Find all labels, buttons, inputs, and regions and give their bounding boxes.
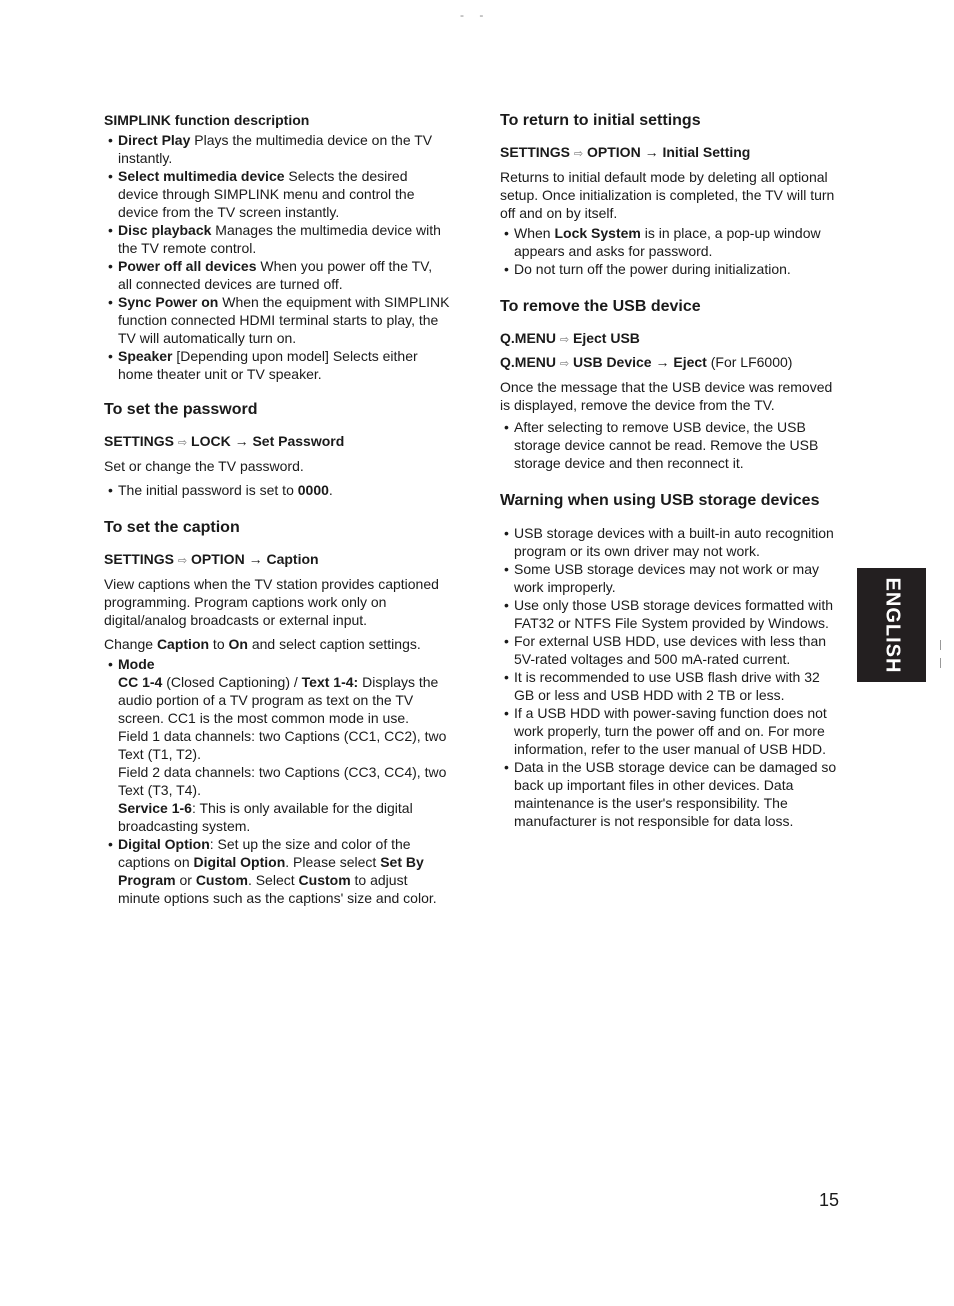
caption-title: To set the caption [104,519,240,536]
caption-menu-path: SETTINGS ⇨ OPTION → Caption [104,551,319,567]
simplink-list [104,131,450,383]
simplink-section [104,112,450,383]
list-item: • Do not turn off the power during initialization. [500,260,842,278]
list-item: • Digital Option: Set up the size and color of the captions on Digital Option. Please select Set By Program or Custom. Select Custom to adjust minute options such as the captions' size and color. [104,835,450,907]
margin-tick [940,658,941,668]
usb-remove-section [500,298,842,472]
left-column [104,112,450,927]
list-item: • Disc playback Manages the multimedia device with the TV remote control. [104,221,450,257]
list-item: • Mode CC 1-4 (Closed Captioning) / Text 1-4: Displays the audio portion of a TV program as text on the TV screen. CC1 is the most common mode in use. Field 1 data channels: two Captions (CC1, CC2), two Text (T1, T2). Field 2 data channels: two Captions (CC3, CC4), two Text (T3, T4). Service 1-6: This is only available for the digital broadcasting system. [104,655,450,835]
double-arrow-icon: ⇨ [559,334,570,346]
caption-text-1: View captions when the TV station provides captioned programming. Program captions work only on digital/analog broadcasts or external input. [104,576,439,628]
right-column [500,112,842,850]
caption-text-2: Change Caption to On and select caption settings. [104,636,421,652]
password-title: To set the password [104,401,258,418]
password-menu-path: SETTINGS ⇨ LOCK → Set Password [104,433,345,449]
list-item: • Speaker [Depending upon model] Selects either home theater unit or TV speaker. [104,347,450,383]
list-item: • USB storage devices with a built-in auto recognition program or its own driver may not work. [500,524,842,560]
list-item: • After selecting to remove USB device, the USB storage device cannot be read. Remove the USB storage device and then reconnect it. [500,418,842,472]
top-marks: - - [460,8,490,22]
arrow-icon: → [234,433,249,449]
list-item: • Use only those USB storage devices formatted with FAT32 or NTFS File System provided by Windows. [500,596,842,632]
usb-warning-list [500,524,842,830]
password-list [104,481,450,499]
language-tab-label: ENGLISH [881,577,903,673]
margin-tick [940,640,941,650]
list-item: • Select multimedia device Selects the desired device through SIMPLINK menu and control the device from the TV screen instantly. [104,167,450,221]
language-tab [857,568,926,682]
initial-settings-menu-path: SETTINGS ⇨ OPTION → Initial Setting [500,144,751,160]
initial-settings-text: Returns to initial default mode by deleting all optional setup. Once initialization is completed, the TV will turn off and on by itself. [500,169,835,221]
arrow-icon: → [644,144,659,160]
caption-section [104,519,450,907]
caption-list [104,655,450,907]
list-item: • Direct Play Plays the multimedia device on the TV instantly. [104,131,450,167]
initial-settings-section [500,112,842,278]
usb-remove-path-1: Q.MENU ⇨ Eject USB [500,330,640,346]
arrow-icon: → [655,354,670,370]
double-arrow-icon: ⇨ [559,358,570,370]
usb-remove-list [500,418,842,472]
list-item: • When Lock System is in place, a pop-up window appears and asks for password. [500,224,842,260]
usb-remove-text: Once the message that the USB device was removed is displayed, remove the device from the TV. [500,379,833,413]
list-item: • Power off all devices When you power off the TV, all connected devices are turned off. [104,257,450,293]
list-item: • For external USB HDD, use devices with less than 5V-rated voltages and 500 mA-rated current. [500,632,842,668]
page-number: 15 [819,1190,840,1210]
double-arrow-icon: ⇨ [177,555,188,567]
list-item: • It is recommended to use USB flash drive with 32 GB or less and USB HDD with 2 TB or less. [500,668,842,704]
password-section [104,401,450,499]
list-item: • Some USB storage devices may not work or may work improperly. [500,560,842,596]
password-text: Set or change the TV password. [104,458,304,474]
list-item: • Sync Power on When the equipment with SIMPLINK function connected HDMI terminal starts to play, the TV will automatically turn on. [104,293,450,347]
list-item: • Data in the USB storage device can be damaged so back up important files in other devices. Data maintenance is the user's responsibility. The manufacturer is not responsible for data loss. [500,758,842,830]
double-arrow-icon: ⇨ [573,148,584,160]
usb-remove-path-2: Q.MENU ⇨ USB Device → Eject (For LF6000) [500,354,793,370]
initial-settings-title: To return to initial settings [500,112,701,129]
list-item: • If a USB HDD with power-saving function does not work properly, turn the power off and on. For more information, refer to the user manual of USB HDD. [500,704,842,758]
list-item: • The initial password is set to 0000. [104,481,450,499]
usb-warning-section [500,492,842,830]
usb-remove-title: To remove the USB device [500,298,701,315]
usb-warning-title: Warning when using USB storage devices [500,492,820,509]
arrow-icon: → [248,551,263,567]
initial-settings-list [500,224,842,278]
simplink-title: SIMPLINK function description [104,112,310,128]
double-arrow-icon: ⇨ [177,437,188,449]
